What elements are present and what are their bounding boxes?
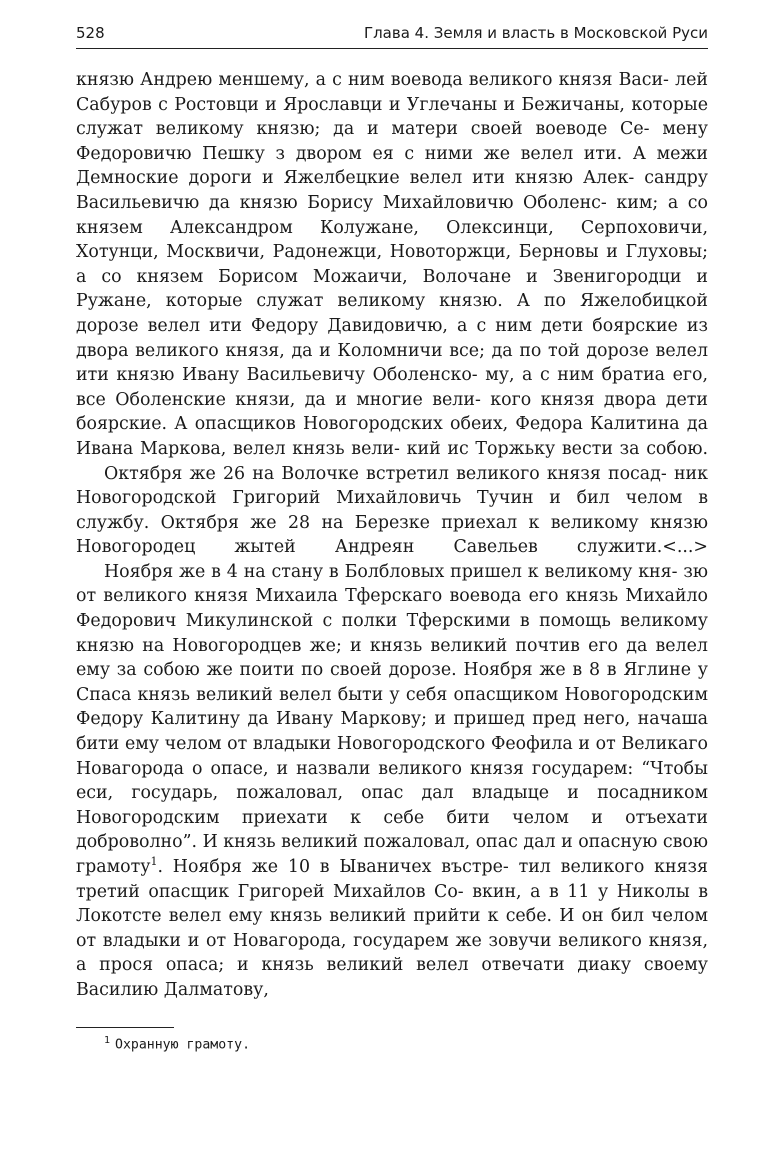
footnote-text: Охранную грамоту. xyxy=(115,1037,251,1053)
body-text xyxy=(76,68,708,1003)
running-title: Глава 4. Земля и власть в Московской Руси xyxy=(363,24,708,42)
running-header xyxy=(76,22,708,48)
paragraph: князю Андрею меншему, а с ним воевода великого князя Васи- лей Сабуров с Ростовци и Ярославци и Углечаны и Бежичаны, которые служат великому князю; да и матери своей воеводе Се- мену Федоровичю Пешку з двором ея с ними же велел ити. А межи Демноские дороги и Яжелбецкие велел ити князю Алек- сандру Васильевичю да князю Борису Михайловичю Оболенс- ким; а со князем Александром Колужане, Олексинци, Серпоховичи, Хотунци, Москвичи, Радонежци, Новоторжци, Берновы и Глуховы; а со князем Борисом Можаичи, Волочане и Звенигородци и Ружане, которые служат великому князю. А по Яжелобицкой дорозе велел ити Федору Давидовичю, а с ним дети боярские из двора великого князя, да и Коломничи все; да по той дорозе велел ити князю Ивану Васильевичу Оболенско- му, а с ним братиа его, все Оболенские князи, да и многие вели- кого князя двора дети боярские. А опасщиков Новогородских обеих, Федора Калитина да Ивана Маркова, велел князь вели- кий ис Торжьку вести за собою. xyxy=(76,70,709,459)
footnote-reference[interactable]: 1 xyxy=(150,855,158,869)
paragraph: Ноября же в 4 на стану в Болбловых пришел к великому кня- зю от великого князя Михаила Тферскаго воевода его князь Михайло Федорович Микулинской с полки Тферскими в помощь великому князю на Новогородцев же; и князь великий почтив его да велел ему за собою же поити по своей дорозе. Ноября же в 8 в Яглине у Спаса князь великий велел быти у себя опасщиком Новогородским Федору Калитину да Ивану Маркову; и пришед пред него, начаша бити ему челом от владыки Новогородского Феофила и от Великаго Новагорода о опасе, и назвали великого князя государем: “Чтобы еси, государь, пожаловал, опас дал владыце и посадником Новогородским приехати к себе бити челом и отъехати доброволно”. И князь великий пожаловал, опас дал и опасную свою грамоту$^1$. Ноября же 10 в Ываничех въстре- тил великого князя третий опасщик Григорей Михайлов Со- вкин, а в 11 у Николы в Локотсте велел ему князь великий прийти к себе. И он бил челом от владыки и от Новагорода, государем же зовучи великого князя, а прося опаса; и князь великий велел отвечати диаку своему Василию Далматову, xyxy=(76,561,709,1000)
header-rule xyxy=(76,48,708,49)
footnote-rule xyxy=(76,1027,174,1028)
footnote xyxy=(104,1035,250,1052)
footnote-marker: 1 xyxy=(104,1035,111,1046)
paragraph: Октября же 26 на Волочке встретил великого князя посад- ник Новогородской Григорий Михайловичь Тучин и бил челом в службу. Октября же 28 на Березке приехал к великому князю Новогородец жытей Андреян Савельев служити.<...> xyxy=(76,463,709,558)
page-number: 528 xyxy=(76,24,105,42)
